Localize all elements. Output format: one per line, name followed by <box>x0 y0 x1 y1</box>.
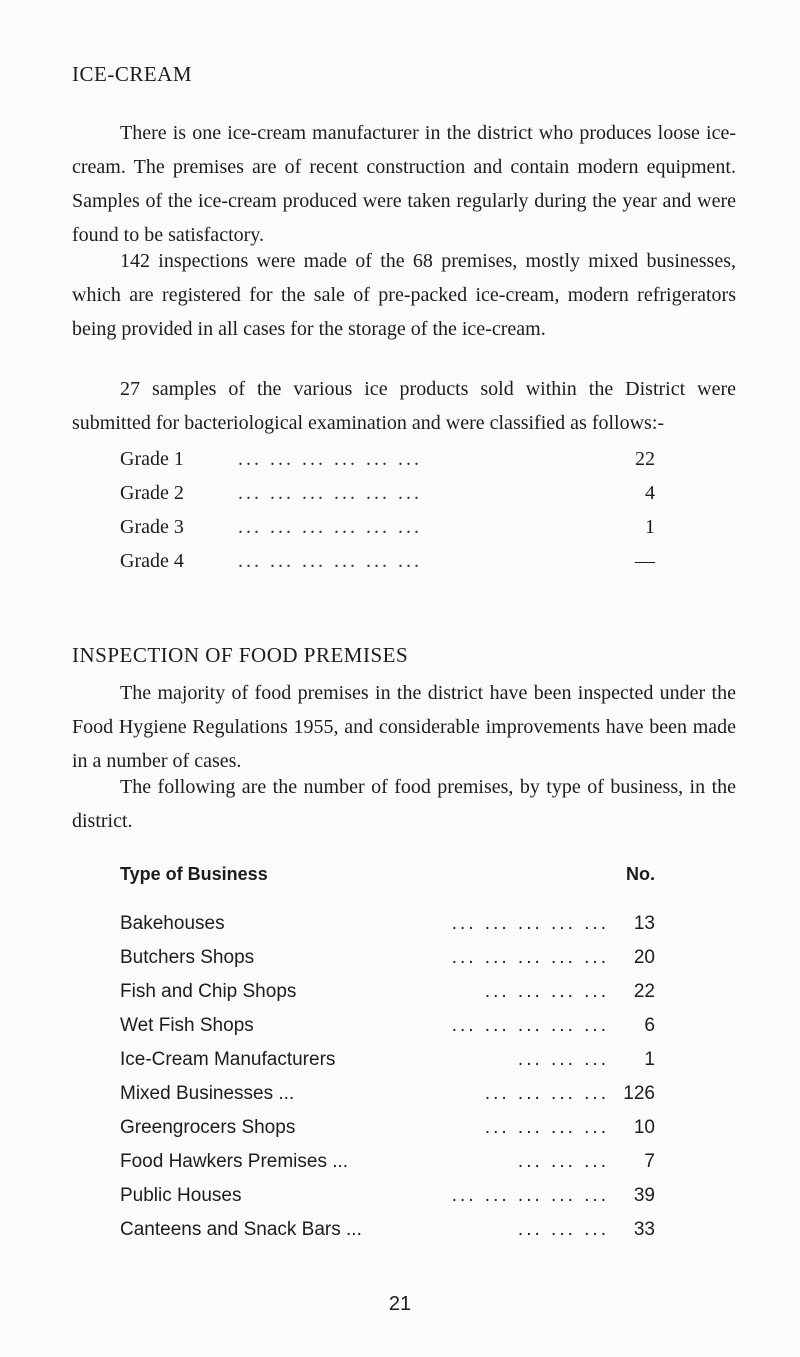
table-row <box>120 1117 655 1151</box>
leader-dots: ... ... ... ... ... <box>451 1185 609 1206</box>
business-count: 20 <box>633 947 655 968</box>
table-row <box>120 913 655 947</box>
table-row <box>120 1015 655 1049</box>
leader-dots: ... ... ... ... <box>484 1117 609 1138</box>
table-row <box>120 1185 655 1219</box>
leader-dots: ... ... ... ... <box>484 981 609 1002</box>
leader-dots: ... ... ... <box>517 1151 609 1172</box>
business-count: 22 <box>633 981 655 1002</box>
food-premises-paragraph-1: The majority of food premises in the district have been inspected under the Food Hygiene Regulations 1955, and considerable improvements have been made in a number of cases. <box>72 682 736 772</box>
leader-dots: ... ... ... <box>517 1049 609 1070</box>
table-row <box>120 1083 655 1117</box>
ice-cream-paragraph-1: There is one ice-cream manufacturer in the district who produces loose ice-cream. The premises are of recent construction and contain modern equipment. Samples of the ice-cream produced were taken regularly during the year and were found to be satisfactory. <box>72 122 736 246</box>
business-count: 10 <box>633 1117 655 1138</box>
leader-dots: ... ... ... ... <box>484 1083 609 1104</box>
leader-dots: ... ... ... ... ... <box>451 947 609 968</box>
table-row <box>120 1151 655 1185</box>
business-type: Wet Fish Shops <box>120 1015 254 1036</box>
food-premises-heading: INSPECTION OF FOOD PREMISES <box>72 643 409 667</box>
grade-label: Grade 3 <box>120 516 184 538</box>
business-count: 1 <box>644 1049 655 1070</box>
grade-row <box>120 516 655 550</box>
table-row <box>120 1219 655 1253</box>
business-count: 6 <box>644 1015 655 1036</box>
business-count: 33 <box>633 1219 655 1240</box>
business-table <box>120 913 655 1253</box>
business-count: 39 <box>633 1185 655 1206</box>
table-row <box>120 1049 655 1083</box>
business-type: Public Houses <box>120 1185 242 1206</box>
leader-dots: ... ... ... ... ... ... <box>238 482 422 504</box>
table-row <box>120 981 655 1015</box>
business-type: Ice-Cream Manufacturers <box>120 1049 336 1070</box>
leader-dots: ... ... ... <box>517 1219 609 1240</box>
grade-label: Grade 1 <box>120 448 184 470</box>
leader-dots: ... ... ... ... ... ... <box>238 448 422 470</box>
ice-cream-paragraph-3: 27 samples of the various ice products sold within the District were submitted for bacteriological examination and were classified as follows:- <box>72 378 736 434</box>
business-type: Butchers Shops <box>120 947 255 968</box>
grade-value: 4 <box>645 482 655 504</box>
food-premises-paragraph-2: The following are the number of food premises, by type of business, in the district. <box>72 776 736 832</box>
grade-value: 1 <box>645 516 655 538</box>
leader-dots: ... ... ... ... ... <box>451 913 609 934</box>
business-count: 7 <box>644 1151 655 1172</box>
business-table-header <box>120 864 655 885</box>
ice-cream-paragraph-2: 142 inspections were made of the 68 premises, mostly mixed businesses, which are registered for the sale of pre-packed ice-cream, modern refrigerators being provided in all cases for the storage of the ice-cream. <box>72 250 736 340</box>
page-number: 21 <box>388 1293 412 1315</box>
business-type: Greengrocers Shops <box>120 1117 296 1138</box>
grade-label: Grade 2 <box>120 482 184 504</box>
grade-value: — <box>635 550 655 572</box>
business-type: Food Hawkers Premises ... <box>120 1151 349 1172</box>
grade-table <box>120 448 655 584</box>
grade-label: Grade 4 <box>120 550 184 572</box>
table-row <box>120 947 655 981</box>
leader-dots: ... ... ... ... ... ... <box>238 516 422 538</box>
ice-cream-heading: ICE-CREAM <box>72 62 192 86</box>
grade-row <box>120 550 655 584</box>
business-type: Bakehouses <box>120 913 225 934</box>
business-type: Canteens and Snack Bars ... <box>120 1219 362 1240</box>
leader-dots: ... ... ... ... ... ... <box>238 550 422 572</box>
business-type: Mixed Businesses ... <box>120 1083 295 1104</box>
leader-dots: ... ... ... ... ... <box>451 1015 609 1036</box>
column-header-number: No. <box>626 864 655 884</box>
business-count: 13 <box>633 913 655 934</box>
grade-value: 22 <box>635 448 655 470</box>
column-header-type: Type of Business <box>120 864 268 884</box>
grade-row <box>120 448 655 482</box>
business-type: Fish and Chip Shops <box>120 981 297 1002</box>
grade-row <box>120 482 655 516</box>
business-count: 126 <box>623 1083 655 1104</box>
